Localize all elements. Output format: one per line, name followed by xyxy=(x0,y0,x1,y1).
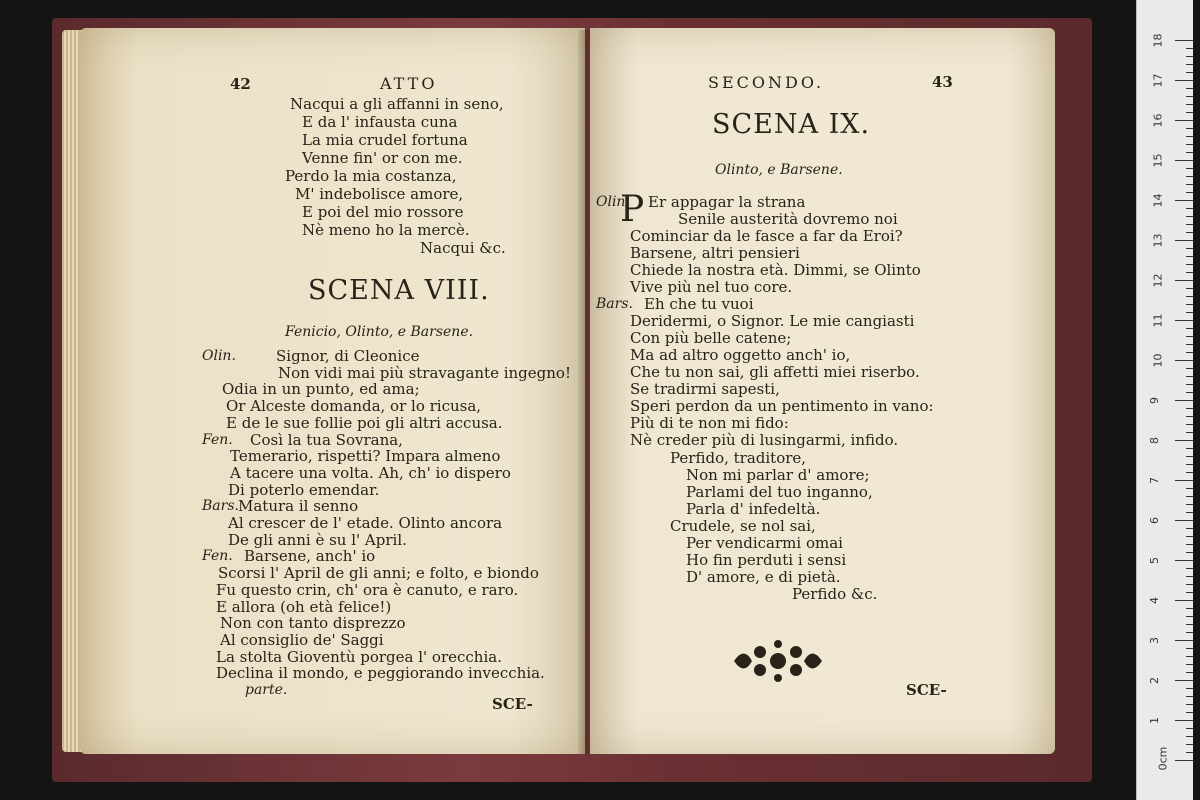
ruler-tick xyxy=(1186,432,1193,433)
ruler-tick xyxy=(1186,64,1193,65)
aria-line: D' amore, e di pietà. xyxy=(686,568,841,586)
ruler-tick xyxy=(1175,240,1193,241)
ruler-tick xyxy=(1186,216,1193,217)
ruler-tick xyxy=(1186,608,1193,609)
ruler-tick xyxy=(1186,408,1193,409)
aria-line: Perfido, traditore, xyxy=(670,449,807,467)
ruler-tick xyxy=(1186,656,1193,657)
dialogue-line: Barsene, altri pensieri xyxy=(630,244,800,262)
ruler-tick xyxy=(1186,184,1193,185)
ruler-tick xyxy=(1186,208,1193,209)
ruler-tick xyxy=(1186,584,1193,585)
ruler-tick xyxy=(1186,152,1193,153)
ruler-tick xyxy=(1186,728,1193,729)
ruler-tick xyxy=(1186,312,1193,313)
aria-line: Non mi parlar d' amore; xyxy=(686,466,870,484)
aria-line: Parla d' infedeltà. xyxy=(686,500,821,518)
ruler-label: 4 xyxy=(1148,597,1161,604)
ruler-tick xyxy=(1186,568,1193,569)
dialogue-line: Se tradirmi sapesti, xyxy=(630,380,780,398)
dialogue-line: Cominciar da le fasce a far da Eroi? xyxy=(630,227,903,245)
ruler-tick xyxy=(1186,144,1193,145)
ruler-tick xyxy=(1186,448,1193,449)
dialogue-line: De gli anni è su l' April. xyxy=(228,530,407,549)
characters-left: Fenicio, Olinto, e Barsene. xyxy=(285,324,474,340)
scene-title-right: SCENA IX. xyxy=(712,109,871,140)
verse-line: Venne fin' or con me. xyxy=(302,149,463,167)
page-number-left: 42 xyxy=(230,75,251,93)
ruler-label: 9 xyxy=(1148,397,1161,404)
dialogue-line: Fu questo crin, ch' ora è canuto, e raro. xyxy=(216,580,519,599)
dialogue-line: Eh che tu vuoi xyxy=(644,295,754,313)
ruler-tick xyxy=(1186,648,1193,649)
ruler-tick xyxy=(1186,688,1193,689)
dialogue-line: Odia in un punto, ed ama; xyxy=(222,380,420,399)
ruler-label: 13 xyxy=(1151,233,1165,248)
ruler-tick xyxy=(1186,288,1193,289)
dialogue-line: Vive più nel tuo core. xyxy=(630,278,793,296)
ruler-tick xyxy=(1175,560,1193,561)
ruler-label: 10 xyxy=(1151,353,1165,368)
dialogue-line: Scorsi l' April de gli anni; e folto, e biondo xyxy=(218,564,539,583)
ruler-label: 14 xyxy=(1151,193,1165,208)
ruler-tick xyxy=(1186,752,1193,753)
ruler-tick xyxy=(1175,400,1193,401)
aria-line: Per vendicarmi omai xyxy=(686,534,843,552)
ruler-tick xyxy=(1186,552,1193,553)
ruler-tick xyxy=(1186,136,1193,137)
ruler-tick xyxy=(1186,368,1193,369)
ruler-tick xyxy=(1175,40,1193,41)
ruler-label: 17 xyxy=(1151,73,1165,88)
verse-line: E da l' infausta cuna xyxy=(302,113,458,131)
dialogue-line: Er appagar la strana xyxy=(648,193,806,211)
dialogue-line: Speri perdon da un pentimento in vano: xyxy=(630,397,934,415)
ruler-tick xyxy=(1186,696,1193,697)
ruler-tick xyxy=(1175,80,1193,81)
running-header-right: SECONDO. xyxy=(708,73,825,92)
ruler-tick xyxy=(1186,168,1193,169)
ruler-tick xyxy=(1186,664,1193,665)
ruler-tick xyxy=(1186,264,1193,265)
ruler-tick xyxy=(1175,600,1193,601)
refrain-left: Nacqui &c. xyxy=(420,239,506,257)
ruler-tick xyxy=(1186,88,1193,89)
page-number-right: 43 xyxy=(932,73,953,91)
ruler-tick xyxy=(1186,496,1193,497)
verse-line: M' indebolisce amore, xyxy=(295,185,464,203)
ruler-tick xyxy=(1175,320,1193,321)
ruler-tick xyxy=(1175,720,1193,721)
dialogue-line: Di poterlo emendar. xyxy=(228,480,380,499)
ruler-label: 11 xyxy=(1151,313,1165,328)
dialogue-line: Ma ad altro oggetto anch' io, xyxy=(630,346,851,364)
ruler-tick xyxy=(1186,248,1193,249)
ruler-tick xyxy=(1186,328,1193,329)
dialogue-line: Matura il senno xyxy=(238,497,359,516)
ruler-label: 15 xyxy=(1151,153,1165,168)
printer-ornament-icon xyxy=(730,638,826,684)
ruler-label: 5 xyxy=(1148,557,1161,564)
aria-line: Ho fin perduti i sensi xyxy=(686,551,847,569)
dialogue-line: Barsene, anch' io xyxy=(244,547,376,566)
ruler-tick xyxy=(1186,56,1193,57)
drop-cap: P xyxy=(620,189,645,230)
ruler-label: 12 xyxy=(1151,273,1165,288)
dialogue-line: E de le sue follie poi gli altri accusa. xyxy=(226,413,503,432)
ruler-tick xyxy=(1186,376,1193,377)
ruler-tick xyxy=(1175,680,1193,681)
dialogue-line: Non con tanto disprezzo xyxy=(220,614,406,633)
ruler-unit-label: 0cm xyxy=(1156,746,1170,771)
ruler-tick xyxy=(1186,512,1193,513)
ruler-tick xyxy=(1186,96,1193,97)
ruler-tick xyxy=(1186,424,1193,425)
dialogue-line: Or Alceste domanda, or lo ricusa, xyxy=(226,397,482,416)
ruler-tick xyxy=(1175,760,1193,761)
speaker-label: Bars. xyxy=(596,296,633,312)
ruler-tick xyxy=(1186,128,1193,129)
dialogue-line: Chiede la nostra età. Dimmi, se Olinto xyxy=(630,261,921,279)
verse-line: Nè meno ho la mercè. xyxy=(302,221,470,239)
dialogue-line: Senile austerità dovremo noi xyxy=(678,210,898,228)
ruler-tick xyxy=(1186,72,1193,73)
dialogue-line: Deridermi, o Signor. Le mie cangiasti xyxy=(630,312,915,330)
dialogue-line: Più di te non mi fido: xyxy=(630,414,789,432)
ruler-tick xyxy=(1186,352,1193,353)
speaker-label: Fen. xyxy=(202,431,233,448)
dialogue-line: Nè creder più di lusingarmi, infido. xyxy=(630,431,899,449)
dialogue-line: Così la tua Sovrana, xyxy=(250,430,403,449)
ruler-tick xyxy=(1186,536,1193,537)
ruler-label: 6 xyxy=(1148,517,1161,524)
ruler-tick xyxy=(1186,464,1193,465)
ruler-tick xyxy=(1186,544,1193,545)
ruler-tick xyxy=(1186,304,1193,305)
dialogue-line: A tacere una volta. Ah, ch' io dispero xyxy=(230,463,511,482)
ruler-tick xyxy=(1186,272,1193,273)
ruler-tick xyxy=(1186,112,1193,113)
dialogue-line: E allora (oh età felice!) xyxy=(216,597,392,616)
ruler-tick xyxy=(1186,616,1193,617)
ruler-tick xyxy=(1175,160,1193,161)
speaker-label: Fen. xyxy=(202,548,233,565)
ruler-tick xyxy=(1175,200,1193,201)
dialogue-line: Con più belle catene; xyxy=(630,329,792,347)
ruler-label: 8 xyxy=(1148,437,1161,444)
ruler-tick xyxy=(1186,392,1193,393)
verse-line: Perdo la mia costanza, xyxy=(285,167,457,185)
ruler-tick xyxy=(1175,440,1193,441)
ruler-tick xyxy=(1186,296,1193,297)
ruler-tick xyxy=(1186,456,1193,457)
ruler-label: 18 xyxy=(1151,33,1165,48)
ruler-tick xyxy=(1186,744,1193,745)
dialogue-line: Al crescer de l' etade. Olinto ancora xyxy=(228,514,503,532)
ruler-tick xyxy=(1186,624,1193,625)
ruler-tick xyxy=(1186,504,1193,505)
aria-line: Crudele, se nol sai, xyxy=(670,517,816,535)
aria-line: Parlami del tuo inganno, xyxy=(686,483,873,501)
ruler-tick xyxy=(1175,520,1193,521)
dialogue-line: Al consiglio de' Saggi xyxy=(220,630,384,649)
left-page xyxy=(80,28,585,754)
exit-note: parte. xyxy=(245,682,288,698)
ruler-tick xyxy=(1175,360,1193,361)
speaker-label: Olin. xyxy=(596,194,630,210)
ruler-tick xyxy=(1175,640,1193,641)
ruler-tick xyxy=(1186,672,1193,673)
ruler-tick xyxy=(1175,480,1193,481)
ruler-tick xyxy=(1186,104,1193,105)
ruler-tick xyxy=(1186,592,1193,593)
ruler-tick xyxy=(1186,192,1193,193)
ruler-tick xyxy=(1186,576,1193,577)
ruler-tick xyxy=(1175,120,1193,121)
ruler-label: 3 xyxy=(1148,637,1161,644)
ruler-tick xyxy=(1186,224,1193,225)
ruler-tick xyxy=(1186,736,1193,737)
ruler-label: 7 xyxy=(1148,477,1161,484)
verse-line: E poi del mio rossore xyxy=(302,203,464,221)
ruler-tick xyxy=(1186,384,1193,385)
dialogue-line: Signor, di Cleonice xyxy=(276,347,420,365)
ruler-label: 1 xyxy=(1148,717,1161,724)
ruler-tick xyxy=(1186,488,1193,489)
ruler-tick xyxy=(1186,232,1193,233)
ruler-tick xyxy=(1186,712,1193,713)
verse-line: Nacqui a gli affanni in seno, xyxy=(290,95,504,113)
ruler-tick xyxy=(1186,256,1193,257)
characters-right: Olinto, e Barsene. xyxy=(715,162,843,178)
speaker-label: Bars. xyxy=(202,498,239,515)
dialogue-line: Declina il mondo, e peggiorando invecchia. xyxy=(216,664,545,683)
ruler-label: 16 xyxy=(1151,113,1165,128)
catchword-left: SCE- xyxy=(492,695,533,713)
catchword-right: SCE- xyxy=(906,681,947,699)
verse-line: La mia crudel fortuna xyxy=(302,131,468,149)
ruler-tick xyxy=(1175,280,1193,281)
ruler-tick xyxy=(1186,472,1193,473)
ruler-tick xyxy=(1186,48,1193,49)
ruler-tick xyxy=(1186,344,1193,345)
refrain-right: Perfido &c. xyxy=(792,585,878,603)
ruler-tick xyxy=(1186,528,1193,529)
scene-title-left: SCENA VIII. xyxy=(308,275,490,306)
ruler-label: 2 xyxy=(1148,677,1161,684)
speaker-label: Olin. xyxy=(202,348,236,364)
measurement-ruler xyxy=(1136,0,1193,800)
dialogue-line: Che tu non sai, gli affetti miei riserbo. xyxy=(630,363,920,381)
ruler-tick xyxy=(1186,632,1193,633)
right-page xyxy=(590,28,1055,754)
dialogue-line: La stolta Gioventù porgea l' orecchia. xyxy=(216,647,502,666)
dialogue-line: Temerario, rispetti? Impara almeno xyxy=(230,447,501,466)
ruler-tick xyxy=(1186,176,1193,177)
ruler-tick xyxy=(1186,704,1193,705)
running-header-left: ATTO xyxy=(380,74,438,93)
ruler-tick xyxy=(1186,416,1193,417)
ruler-tick xyxy=(1186,336,1193,337)
dialogue-line: Non vidi mai più stravagante ingegno! xyxy=(278,363,571,382)
